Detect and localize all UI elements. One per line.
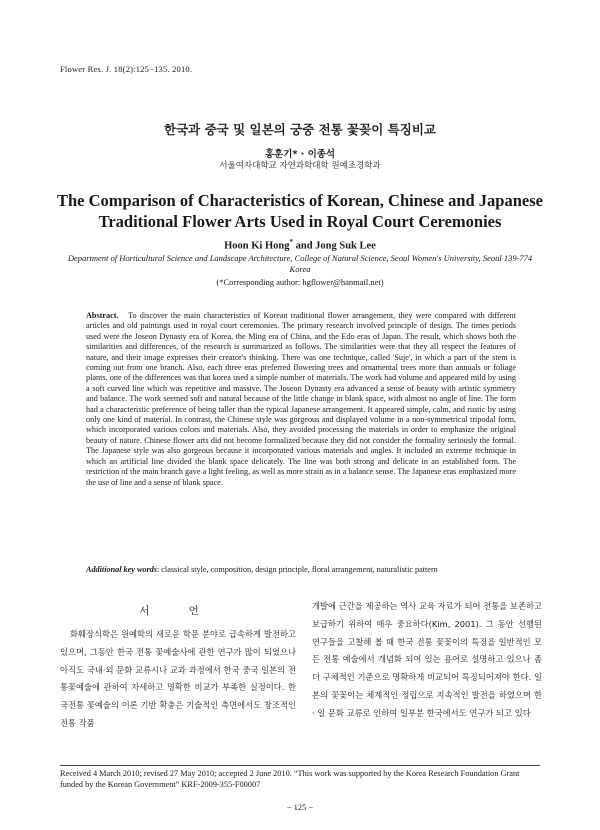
footnote: Received 4 March 2010; revised 27 May 2010; accepted 2 June 2010. “This work was supported by the Korea Research Foundation Grant funded by the Korean Government” KRF-2009-355-F00007 <box>60 769 520 789</box>
author-join: and Jong Suk Lee <box>292 240 376 252</box>
corresponding-author: (*Corresponding author: hgflower@hanmail.net) <box>216 277 384 287</box>
right-column <box>312 598 542 723</box>
intro-paragraph-left: 화훼장식학은 원예학의 새로운 학문 분야로 급속하게 발전하고 있으며, 그동안 한국 전통 꽃예술사에 관한 연구가 많이 되었으나 아직도 국내·외 문화 교류시나 교과 과정에서 한국 중국 일본의 전통꽃예술에 관하여 자세하고 명확한 비교가 부족한 실정이다. 한국전통 꽃예술의 이론 기반 확충은 기술적인 측면에서도 창조적인 전통 작품 <box>60 629 296 728</box>
korean-authors: 홍훈기* · 이종석 <box>264 149 336 160</box>
english-title-line-2: Traditional Flower Arts Used in Royal Court Ceremonies <box>98 212 502 231</box>
english-title-line-1: The Comparison of Characteristics of Korean, Chinese and Japanese <box>57 191 543 210</box>
abstract-label: Abstract. <box>86 311 119 320</box>
abstract <box>86 311 516 488</box>
corresponding-mark: * <box>289 238 293 246</box>
english-affiliation: Department of Horticultural Science and Landscape Architecture, College of Natural Science, Seoul Women's University, Seoul 139-774 Korea <box>67 253 533 274</box>
english-authors <box>0 238 600 252</box>
left-column-text <box>60 626 296 733</box>
key-words-text: : classical style, composition, design principle, floral arrangement, naturalistic pattern <box>156 565 438 574</box>
footnote-divider <box>60 765 540 766</box>
key-words <box>86 565 526 574</box>
author-1: Hoon Ki Hong <box>224 240 290 252</box>
key-words-label: Additional key words <box>86 565 157 574</box>
section-heading-intro: 서 언 <box>139 605 217 617</box>
page-number: − 125 − <box>286 802 314 812</box>
intro-paragraph-right: 개발에 근간을 제공하는 역사 교육 자료가 되어 전통을 보존하고 보급하기 위하여 매우 중요하다(Kim, 2001). 그 동안 선행된 연구들을 고찰해 볼 때 한국 전통 꽃꽂이의 특징을 일반적인 모든 전통 예술에서 개념화 되어 있는 용어로 설명하고 있으나 좀 더 구체적인 기준으로 명확하게 비교되어 특징되어져야 한다. 일본의 꽃꽂이는 체계적인 정립으로 지속적인 발전을 하였으며 한 · 일 문화 교류로 인하여 일부분 한국에서도 연구가 되고 있다 <box>312 601 542 718</box>
right-column-text <box>312 598 542 723</box>
left-column <box>60 603 296 733</box>
korean-title: 한국과 중국 및 일본의 궁중 전통 꽃꽂이 특징비교 <box>164 122 436 137</box>
korean-affiliation: 서울여자대학교 자연과학대학 원예조경학과 <box>219 161 381 171</box>
abstract-text: To discover the main characteristics of Korean traditional flower arrangement, they were compared with different articles and old paintings used in royal court ceremonies. The primary research involved principle of design. The times periods used were the Joseon Dynasty era of Korea, the Ming era of China, and the Edo eras of Japan. The result, which shows both the similarities and differences, of the research is summarized as follows. The similarities were that they all respect the features of nature, and their image expresses their creator's thinking. There was one technique, called 'Suje', in which a part of the stem is coming out from one branch. Also, each three eras preferred flowering trees and ornamental trees more than annuals or foliage plants. one of the differences was that korea used a simple number of materials. The work had volume and appeared mild by using a soft curved line which was repetitive and massive. The Joseon Dynasty era advanced a sense of beauty with artistic symmetry and balance. The work seemed soft and natural because of the little change in blank space, with almost no angle of line. The form had a characteristic preference of being taller than the typical Japanese arrangement. It appeared simple, calm, and rustic by using only one kind of material. In contrast, the Chinese style was gorgeous and displayed volume in a non-symmetrical tripodal form, which incorporated various colors and materials. Also, they avoided processing the materials in order to emphasize the original beauty of nature. Chinese flower arts did not become formalized because they did not consider the formality seriously the formal. The Japanese style was also gorgeous because it incorporated various materials and angles. It included an extreme technique in which an artificial line divided the blank space delicately. The line was both strong and delicate in an established form. The restriction of the main branch gave a light feeling, as well as more strain as in a balance sense. The Japanese eras emphasized more the use of line and a sense of blank space. <box>86 311 516 487</box>
english-title <box>40 190 560 232</box>
journal-citation: Flower Res. J. 18(2):125−135. 2010. <box>60 64 193 74</box>
